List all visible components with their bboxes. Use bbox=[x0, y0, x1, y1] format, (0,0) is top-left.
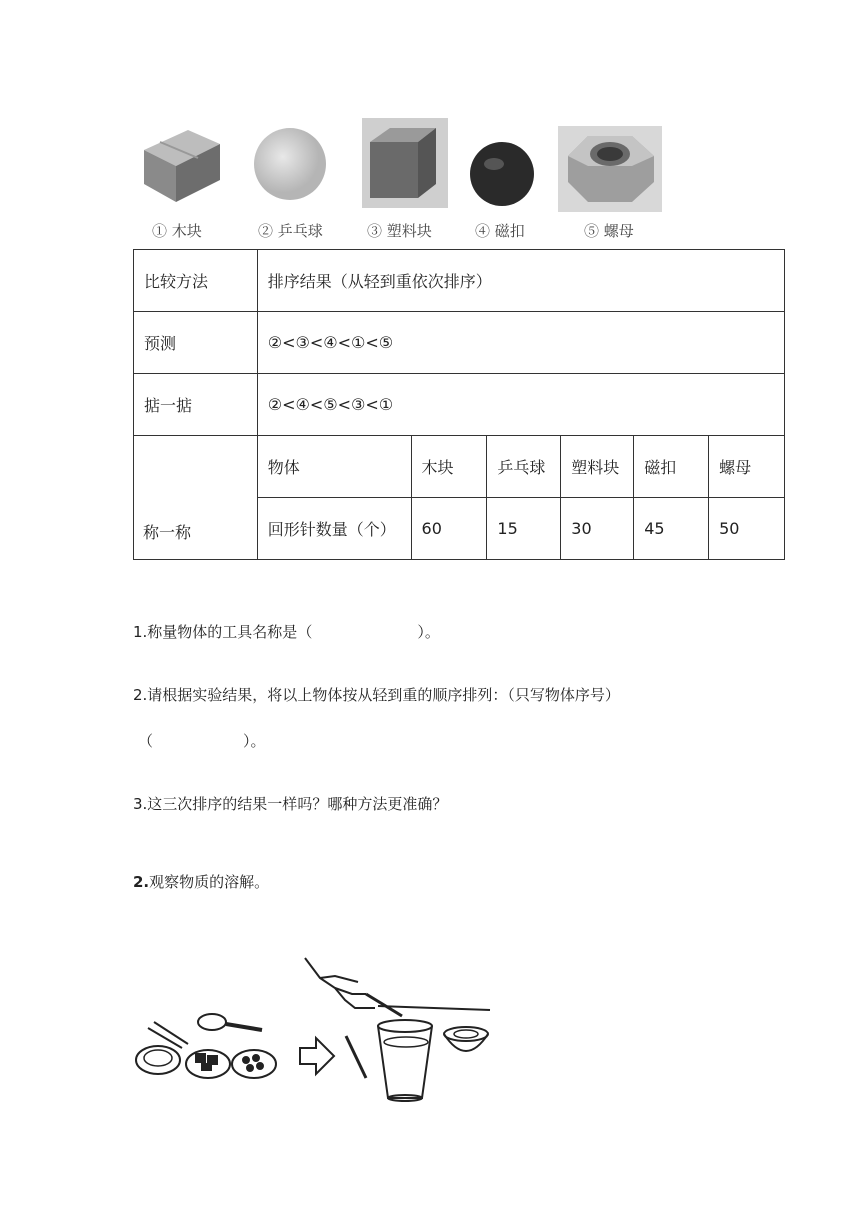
object-label: ① 木块 bbox=[152, 222, 202, 240]
table-row bbox=[134, 312, 785, 374]
section-2-number: 2. bbox=[133, 873, 150, 891]
plastic-block-icon bbox=[362, 118, 448, 208]
section-2-heading bbox=[133, 871, 269, 892]
measure-label: 称一称 bbox=[143, 523, 192, 542]
question-2-answer bbox=[138, 730, 266, 751]
arrow-icon bbox=[300, 1038, 334, 1074]
table-row bbox=[134, 436, 785, 498]
item-count: 15 bbox=[487, 498, 561, 560]
dish-icon bbox=[232, 1050, 276, 1078]
item-name: 螺母 bbox=[709, 436, 785, 498]
object-header: 物体 bbox=[257, 436, 411, 498]
hand-icon bbox=[305, 958, 490, 1016]
stirring-rod-icon bbox=[346, 1036, 366, 1078]
table-row bbox=[134, 250, 785, 312]
item-count: 60 bbox=[411, 498, 487, 560]
question-1 bbox=[133, 621, 440, 642]
section-2-title: 观察物质的溶解。 bbox=[149, 873, 270, 891]
object-label: ④ 磁扣 bbox=[475, 222, 525, 240]
comparison-table bbox=[133, 249, 785, 560]
table-row bbox=[134, 374, 785, 436]
question-1-suffix: ）。 bbox=[417, 623, 440, 641]
item-count: 45 bbox=[634, 498, 709, 560]
item-name: 木块 bbox=[411, 436, 487, 498]
question-2: 2.请根据实验结果，将以上物体按从轻到重的顺序排列：（只写物体序号） bbox=[133, 686, 620, 704]
objects-row bbox=[130, 112, 690, 252]
magnifier-icon bbox=[198, 1014, 262, 1030]
item-count: 30 bbox=[561, 498, 634, 560]
method-header: 比较方法 bbox=[134, 250, 258, 312]
nut-icon bbox=[558, 126, 662, 212]
item-count: 50 bbox=[709, 498, 785, 560]
predict-value: ②<③<④<①<⑤ bbox=[257, 312, 784, 374]
dish-icon bbox=[136, 1046, 180, 1074]
ping-pong-ball-icon bbox=[252, 126, 328, 202]
question-3: 3.这三次排序的结果一样吗？哪种方法更准确？ bbox=[133, 795, 448, 813]
beaker-icon bbox=[378, 1020, 432, 1101]
wood-block-icon bbox=[140, 120, 222, 205]
predict-label: 预测 bbox=[134, 312, 258, 374]
weigh-hand-value: ②<④<⑤<③<① bbox=[257, 374, 784, 436]
count-header: 回形针数量（个） bbox=[257, 498, 411, 560]
bowl-icon bbox=[444, 1027, 488, 1051]
item-name: 塑料块 bbox=[561, 436, 634, 498]
object-label: ⑤ 螺母 bbox=[584, 222, 634, 240]
question-2-close: ）。 bbox=[243, 732, 266, 750]
question-1-prefix: 1.称量物体的工具名称是（ bbox=[133, 623, 313, 641]
object-label: ③ 塑料块 bbox=[367, 222, 432, 240]
result-header: 排序结果（从轻到重依次排序） bbox=[257, 250, 784, 312]
item-name: 磁扣 bbox=[634, 436, 709, 498]
question-2-open: （ bbox=[138, 732, 154, 750]
magnet-button-icon bbox=[468, 140, 536, 208]
object-label: ② 乒乓球 bbox=[258, 222, 323, 240]
weigh-hand-label: 掂一掂 bbox=[134, 374, 258, 436]
dish-icon bbox=[186, 1050, 230, 1078]
dissolving-illustration bbox=[130, 948, 510, 1108]
item-name: 乒乓球 bbox=[487, 436, 561, 498]
